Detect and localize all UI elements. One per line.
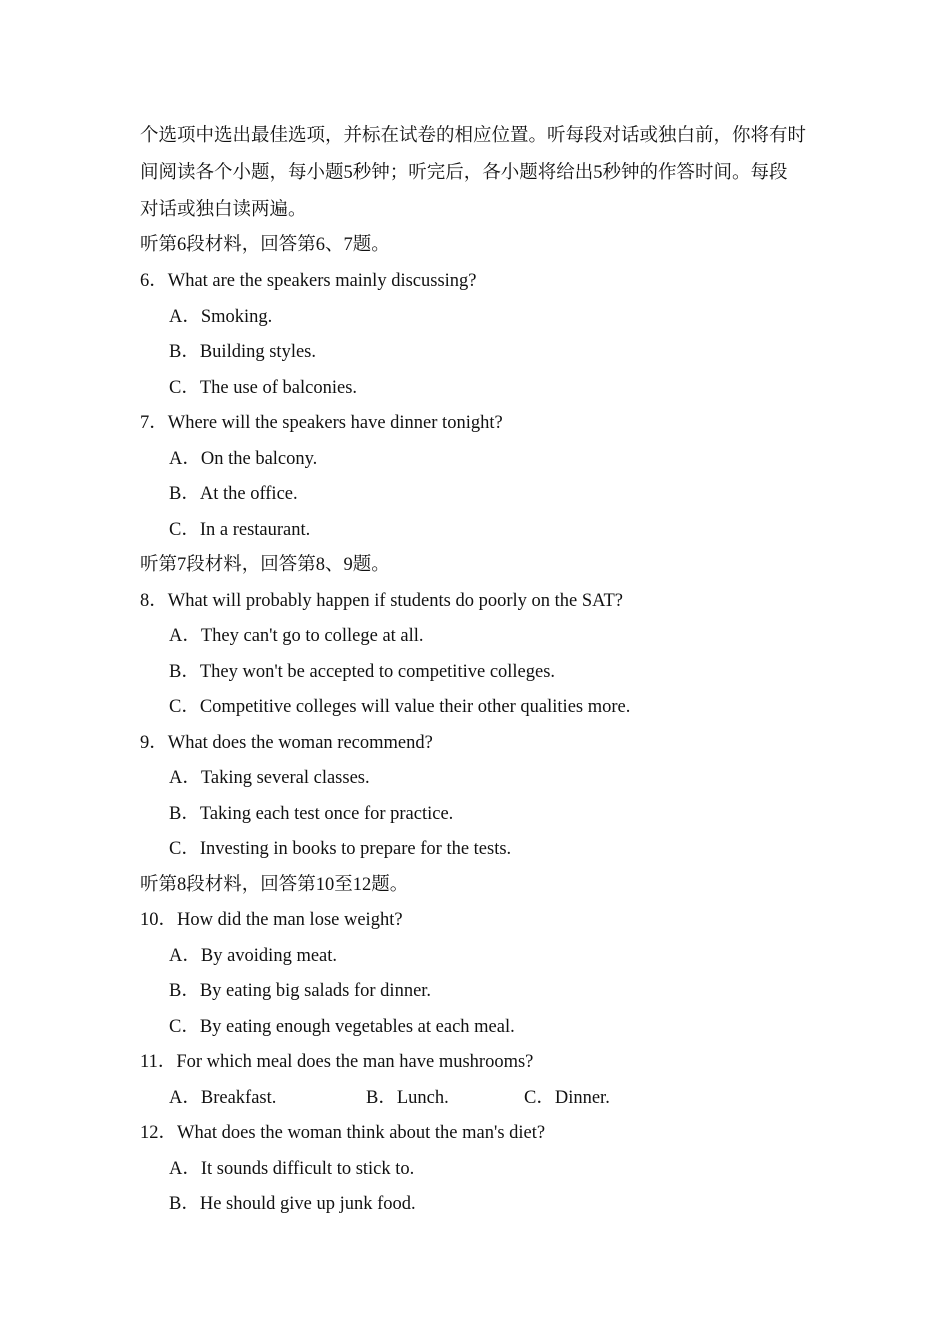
instructions-line-3: 对话或独白读两遍。 bbox=[140, 200, 307, 220]
question-7-option-c: C．In a restaurant. bbox=[169, 520, 311, 540]
question-10-option-a: A．By avoiding meat. bbox=[169, 946, 338, 966]
section-heading-7: 听第7段材料，回答第8、9题。 bbox=[140, 555, 390, 575]
question-8-option-c: C．Competitive colleges will value their other qualities more. bbox=[169, 697, 631, 717]
instructions-line-1: 个选项中选出最佳选项，并标在试卷的相应位置。听每段对话或独白前，你将有时 bbox=[140, 126, 807, 146]
question-7-option-b: B．At the office. bbox=[169, 484, 298, 504]
question-11-option-a: A．Breakfast. bbox=[169, 1088, 277, 1108]
question-9-option-b: B．Taking each test once for practice. bbox=[169, 804, 454, 824]
question-11-option-c: C．Dinner. bbox=[524, 1088, 610, 1108]
question-11-option-b: B．Lunch. bbox=[366, 1088, 449, 1108]
question-8-option-b: B．They won't be accepted to competitive colleges. bbox=[169, 662, 556, 682]
question-6-option-c: C．The use of balconies. bbox=[169, 378, 358, 398]
question-7-option-a: A．On the balcony. bbox=[169, 449, 318, 469]
section-heading-6: 听第6段材料，回答第6、7题。 bbox=[140, 235, 390, 255]
question-10-option-b: B．By eating big salads for dinner. bbox=[169, 981, 432, 1001]
question-11-options bbox=[0, 1086, 950, 1110]
section-heading-8: 听第8段材料，回答第10至12题。 bbox=[140, 875, 409, 895]
question-8-option-a: A．They can't go to college at all. bbox=[169, 626, 424, 646]
question-11-stem: 11．For which meal does the man have mushrooms? bbox=[140, 1052, 534, 1072]
question-6-stem: 6．What are the speakers mainly discussing? bbox=[140, 271, 477, 291]
question-10-stem: 10．How did the man lose weight? bbox=[140, 910, 403, 930]
question-6-option-b: B．Building styles. bbox=[169, 342, 316, 362]
question-9-option-a: A．Taking several classes. bbox=[169, 768, 370, 788]
question-8-stem: 8．What will probably happen if students do poorly on the SAT? bbox=[140, 591, 623, 611]
instructions-line-2: 间阅读各个小题，每小题5秒钟；听完后，各小题将给出5秒钟的作答时间。每段 bbox=[140, 163, 788, 183]
question-9-option-c: C．Investing in books to prepare for the tests. bbox=[169, 839, 512, 859]
question-6-option-a: A．Smoking. bbox=[169, 307, 273, 327]
question-9-stem: 9．What does the woman recommend? bbox=[140, 733, 433, 753]
instructions bbox=[140, 118, 820, 229]
question-12-option-b: B．He should give up junk food. bbox=[169, 1194, 416, 1214]
question-12-stem: 12．What does the woman think about the man's diet? bbox=[140, 1123, 546, 1143]
question-12-option-a: A．It sounds difficult to stick to. bbox=[169, 1159, 415, 1179]
question-7-stem: 7．Where will the speakers have dinner tonight? bbox=[140, 413, 503, 433]
question-10-option-c: C．By eating enough vegetables at each meal. bbox=[169, 1017, 515, 1037]
